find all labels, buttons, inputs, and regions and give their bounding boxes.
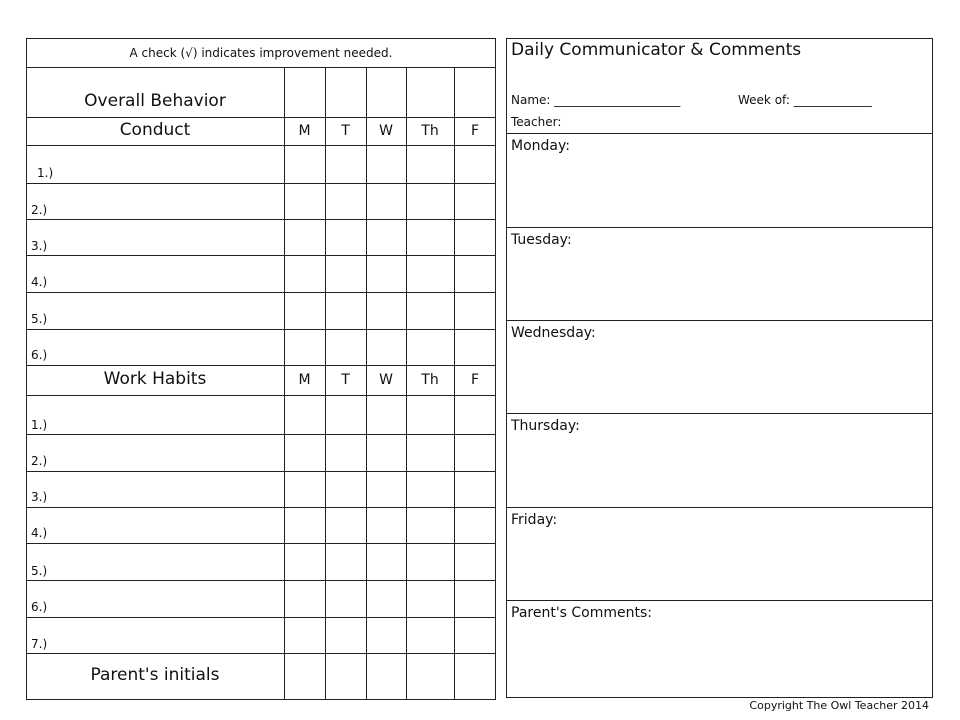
day-header-th: Th	[421, 372, 439, 388]
row-divider	[26, 67, 496, 68]
parents-initials-label: Parent's initials	[90, 665, 220, 685]
row-divider	[26, 617, 496, 618]
conduct-item-label: 3.)	[31, 239, 48, 253]
section-divider	[506, 133, 933, 134]
row-divider	[26, 219, 496, 220]
work-habits-item-label: 6.)	[31, 600, 48, 614]
day-header-th: Th	[421, 123, 439, 139]
work-habits-heading: Work Habits	[103, 369, 207, 389]
section-divider	[506, 227, 933, 228]
row-divider	[26, 471, 496, 472]
communicator-title: Daily Communicator & Comments	[511, 40, 802, 60]
name-field[interactable]: Name: _____________________	[511, 93, 681, 107]
wednesday-section-label: Wednesday:	[511, 325, 596, 341]
thursday-section-label: Thursday:	[511, 418, 580, 434]
row-divider	[26, 395, 496, 396]
row-divider	[26, 255, 496, 256]
copyright-text: Copyright The Owl Teacher 2014	[749, 699, 929, 712]
conduct-item-label: 5.)	[31, 312, 48, 326]
parents-comments-label: Parent's Comments:	[511, 605, 653, 621]
day-header-f: F	[470, 372, 480, 388]
friday-section-label: Friday:	[511, 512, 558, 528]
section-divider	[506, 413, 933, 414]
row-divider	[26, 580, 496, 581]
day-header-m: M	[298, 372, 311, 388]
day-header-f: F	[470, 123, 480, 139]
overall-behavior-label: Overall Behavior	[84, 91, 226, 111]
conduct-item-label: 4.)	[31, 275, 48, 289]
section-divider	[506, 507, 933, 508]
section-divider	[506, 600, 933, 601]
conduct-item-label: 6.)	[31, 348, 48, 362]
row-divider	[26, 434, 496, 435]
day-header-w: W	[379, 123, 393, 139]
work-habits-item-label: 3.)	[31, 490, 48, 504]
row-divider	[26, 543, 496, 544]
work-habits-item-label: 5.)	[31, 564, 48, 578]
conduct-item-label: 2.)	[31, 203, 48, 217]
row-divider	[26, 117, 496, 118]
day-header-t: T	[341, 123, 350, 139]
conduct-item-label: 1.)	[37, 166, 54, 180]
section-divider	[506, 320, 933, 321]
work-habits-item-label: 7.)	[31, 637, 48, 651]
monday-section-label: Monday:	[511, 138, 570, 154]
row-divider	[26, 365, 496, 366]
day-header-w: W	[379, 372, 393, 388]
check-note: A check (√) indicates improvement needed.	[129, 46, 393, 60]
row-divider	[26, 145, 496, 146]
row-divider	[26, 292, 496, 293]
row-divider	[26, 329, 496, 330]
work-habits-item-label: 4.)	[31, 526, 48, 540]
row-divider	[26, 653, 496, 654]
day-header-t: T	[341, 372, 350, 388]
work-habits-item-label: 2.)	[31, 454, 48, 468]
conduct-heading: Conduct	[119, 120, 191, 140]
teacher-field[interactable]: Teacher:	[511, 115, 562, 129]
daily-communicator-panel	[506, 38, 933, 698]
week-of-field[interactable]: Week of: _____________	[738, 93, 872, 107]
work-habits-item-label: 1.)	[31, 418, 48, 432]
tuesday-section-label: Tuesday:	[511, 232, 572, 248]
day-header-m: M	[298, 123, 311, 139]
row-divider	[26, 183, 496, 184]
row-divider	[26, 507, 496, 508]
